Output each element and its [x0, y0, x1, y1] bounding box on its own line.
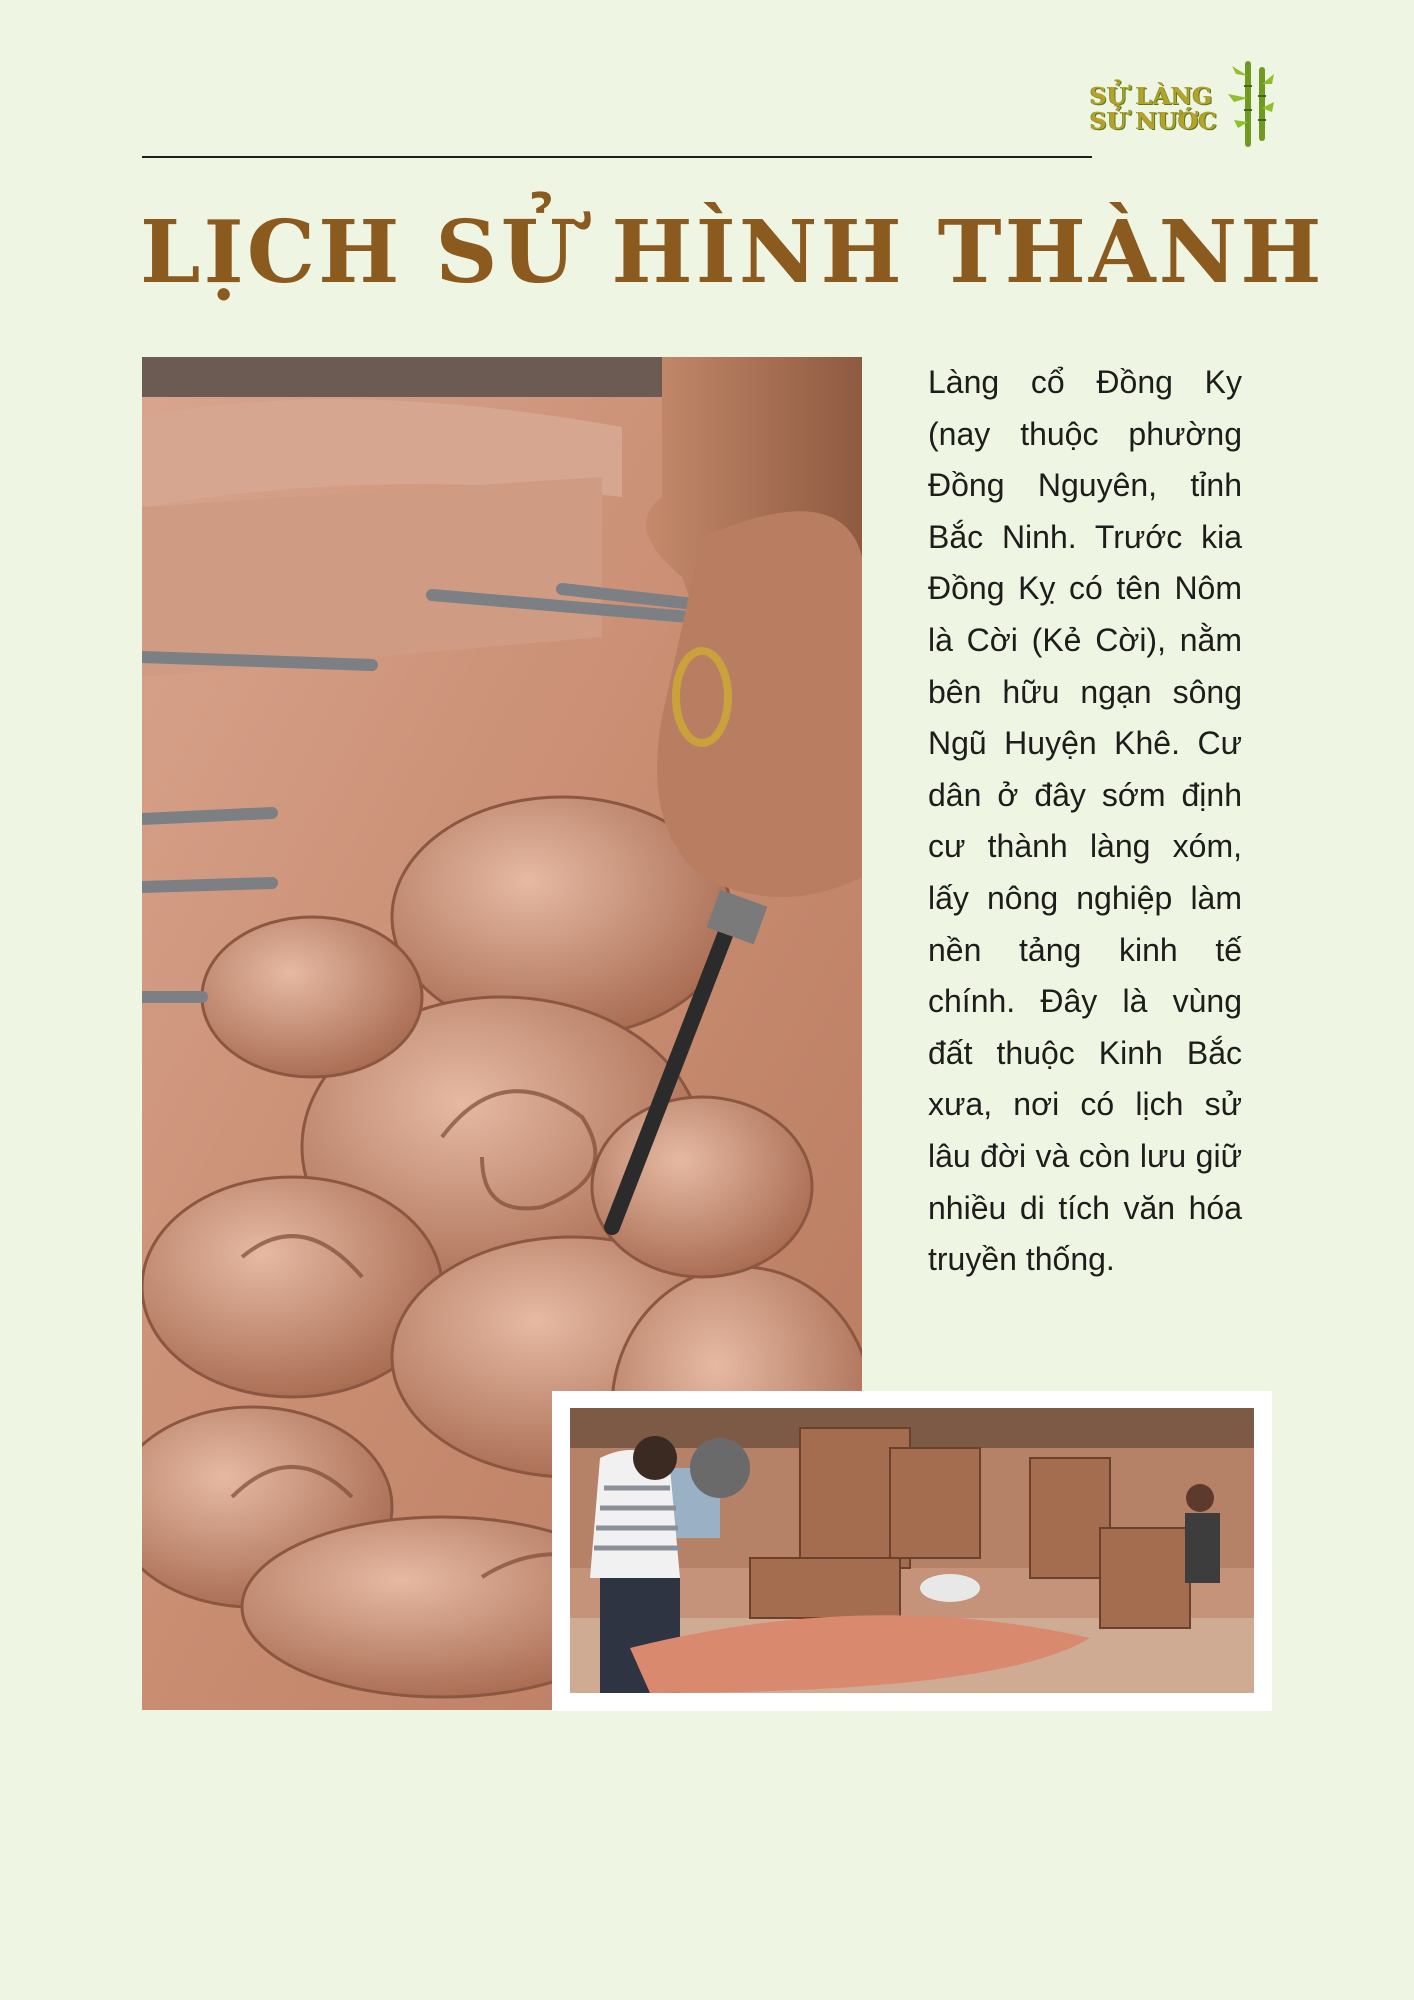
bamboo-icon	[1214, 58, 1274, 148]
logo-text	[1090, 84, 1218, 134]
header-rule	[142, 156, 1092, 158]
logo-line-2: SỬ NƯỚC	[1090, 108, 1218, 135]
logo-line-1: SỬ LÀNG	[1090, 83, 1213, 110]
history-paragraph: Làng cổ Đồng Ky (nay thuộc phường Đồng Nguyên, tỉnh Bắc Ninh. Trước kia Đồng Kỵ có tên Nôm là Cời (Kẻ Cời), nằm bên hữu ngạn sông Ngũ Huyện Khê. Cư dân ở đây sớm định cư thành làng xóm, lấy nông nghiệp làm nền tảng kinh tế chính. Đây là vùng đất thuộc Kinh Bắc xưa, nơi có lịch sử lâu đời và còn lưu giữ nhiều di tích văn hóa truyền thống.	[928, 364, 1242, 1278]
workshop-photo-frame	[552, 1391, 1272, 1711]
workshop-photo	[570, 1408, 1254, 1693]
brand-logo	[1086, 58, 1274, 148]
page-title: LỊCH SỬ HÌNH THÀNH	[140, 202, 1325, 303]
